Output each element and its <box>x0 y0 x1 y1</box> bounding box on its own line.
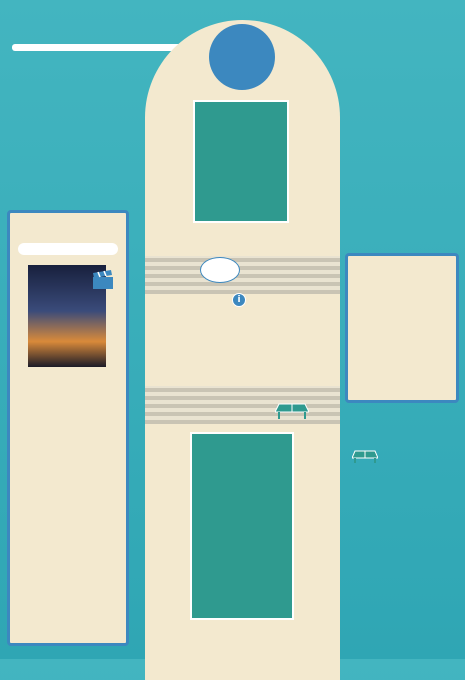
date-box <box>12 44 186 51</box>
demo-zone-bottom <box>190 432 294 620</box>
crosswalk-top <box>145 256 340 294</box>
clapperboard-icon <box>92 270 114 290</box>
ping-pong-table-icon <box>275 400 309 420</box>
ecole-jules-ferry-panel <box>345 253 459 403</box>
assoc-bubble <box>18 243 118 255</box>
crosswalk-bottom <box>145 386 340 424</box>
info-bubble <box>200 257 240 283</box>
table-tennis-icon <box>352 450 378 464</box>
fountain-circle <box>209 24 275 90</box>
demo-zone-top <box>193 100 289 223</box>
info-icon: i <box>232 293 246 307</box>
